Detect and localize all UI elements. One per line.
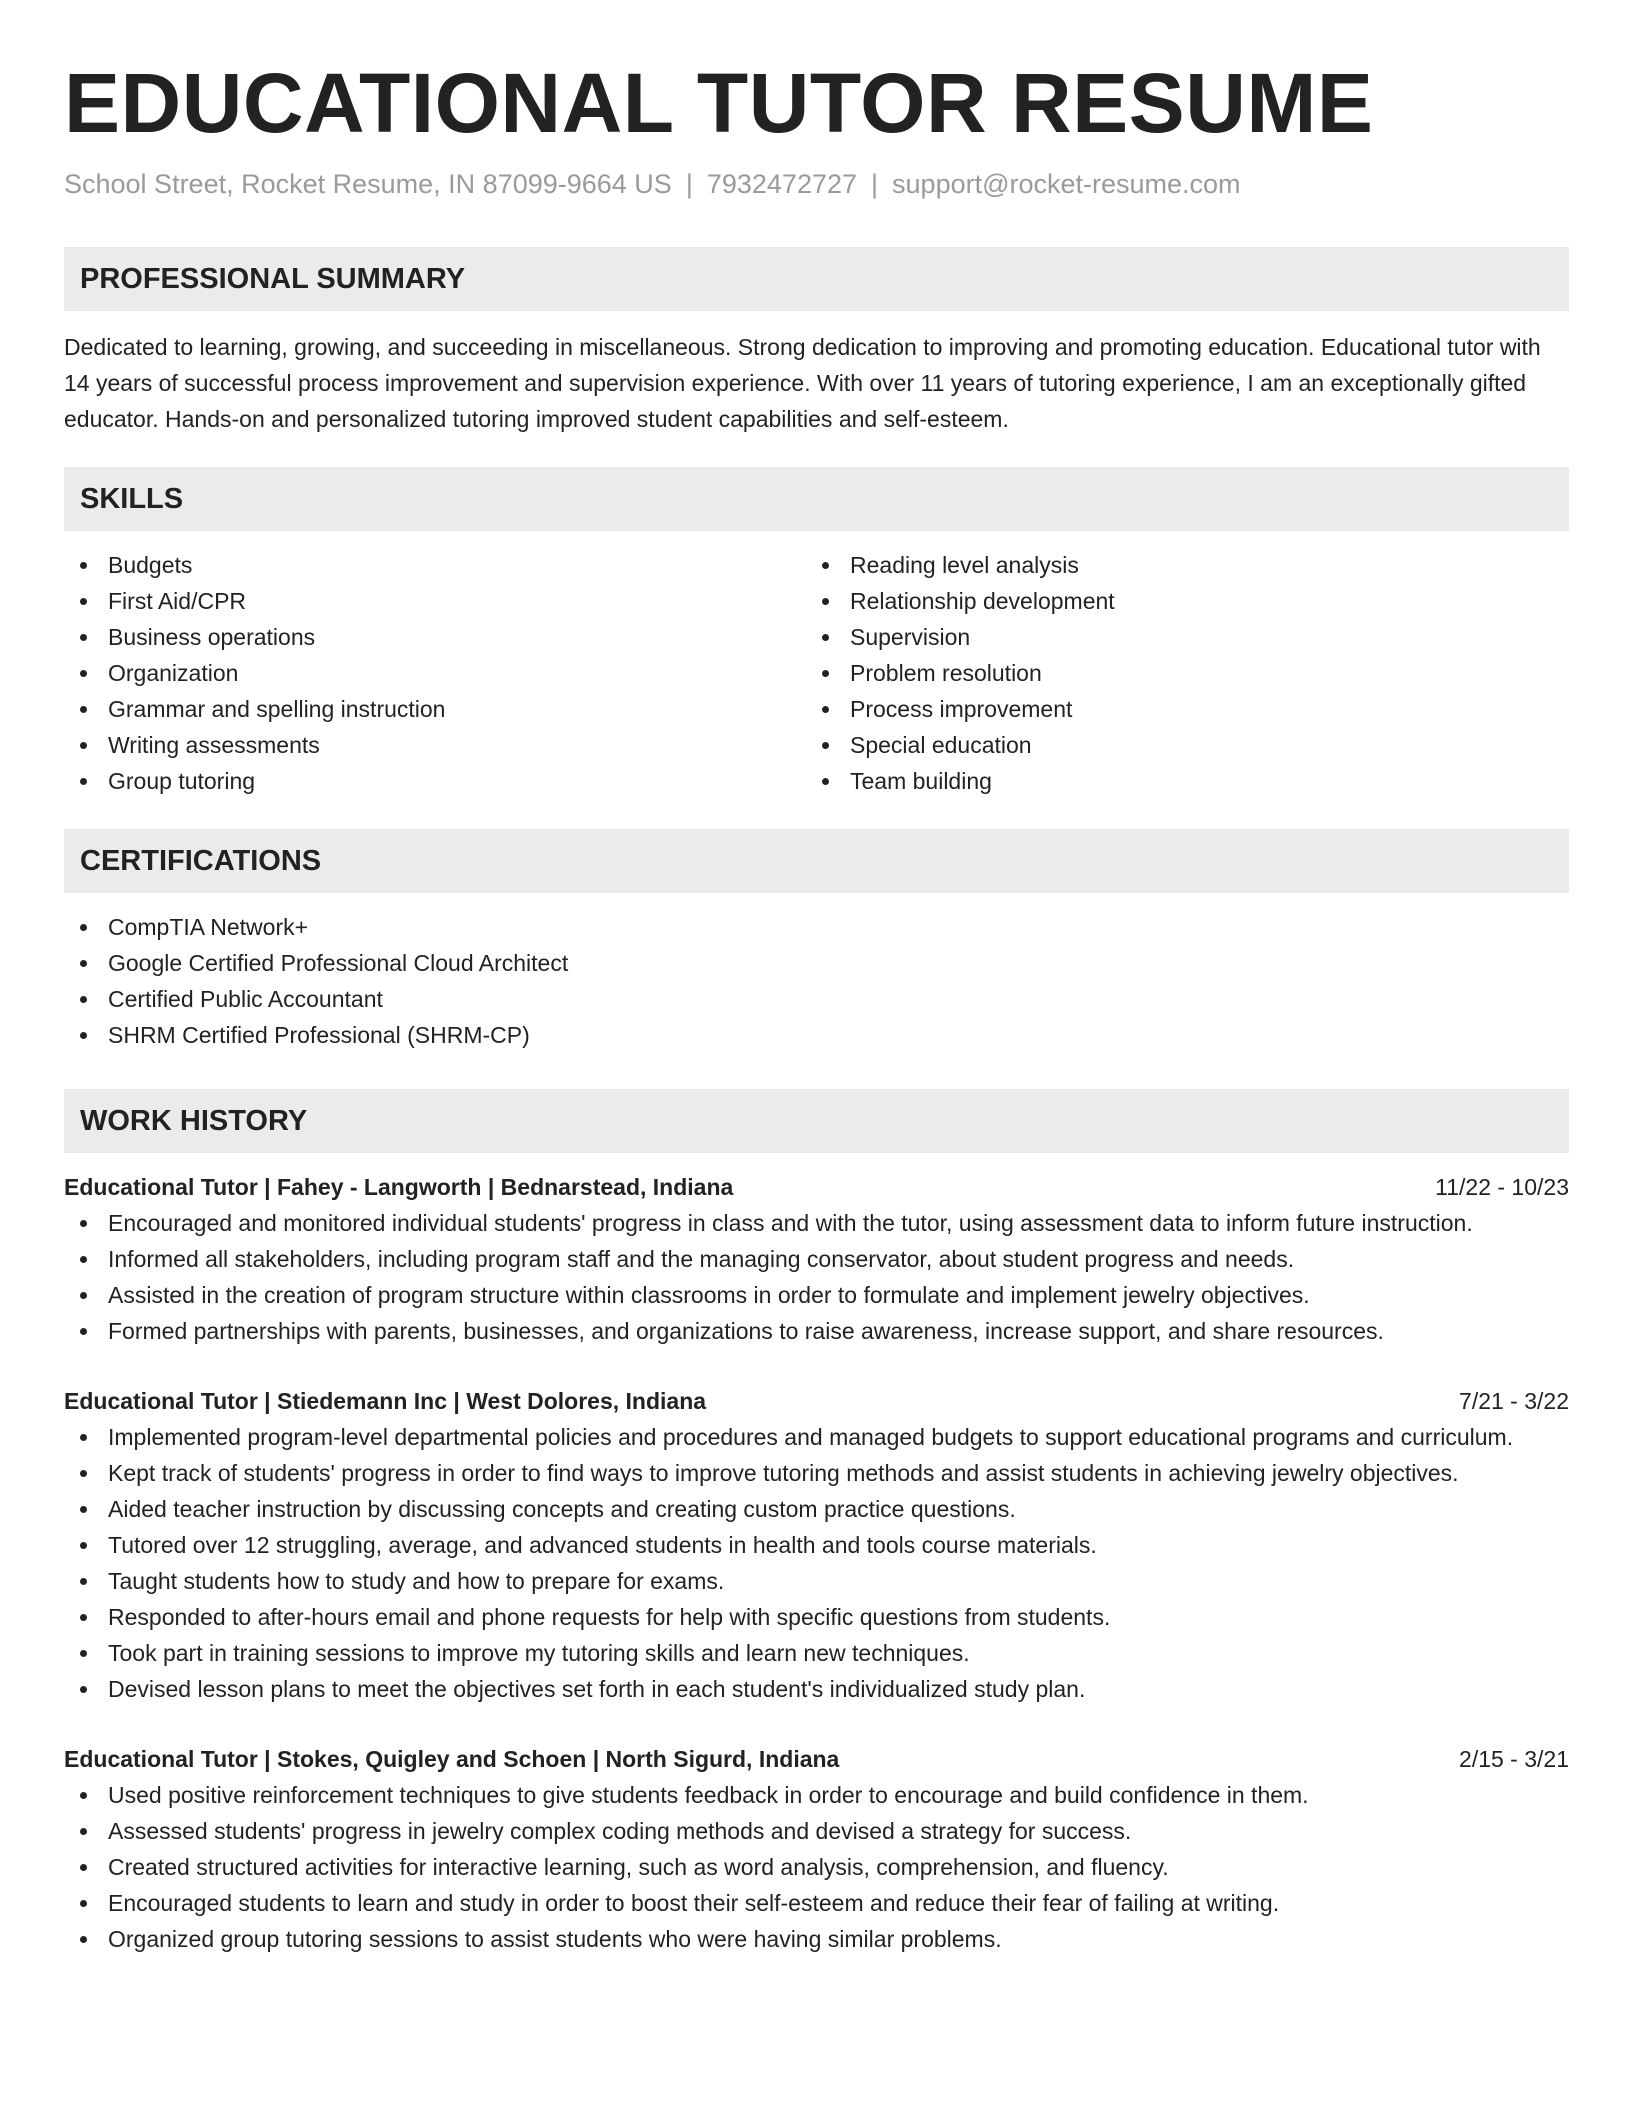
- job-bullet: Took part in training sessions to improve my tutoring skills and learn new techniques.: [64, 1635, 1569, 1671]
- job-entry: [64, 1169, 1569, 1349]
- job-bullet: Encouraged and monitored individual students' progress in class and with the tutor, using assessment data to inform future instruction.: [64, 1205, 1569, 1241]
- skills-heading: SKILLS: [64, 467, 1569, 531]
- skill-item: First Aid/CPR: [64, 583, 806, 619]
- skills-left-list: [64, 547, 806, 799]
- contact-separator: |: [871, 169, 879, 199]
- skill-item: Problem resolution: [806, 655, 1548, 691]
- job-bullets: [64, 1205, 1569, 1349]
- job-dates: 2/15 - 3/21: [1459, 1746, 1569, 1772]
- job-bullet: Created structured activities for interactive learning, such as word analysis, comprehension, and fluency.: [64, 1849, 1569, 1885]
- skill-item: Relationship development: [806, 583, 1548, 619]
- skill-item: Organization: [64, 655, 806, 691]
- skills-right-list: [806, 547, 1548, 799]
- contact-email: support@rocket-resume.com: [892, 169, 1241, 199]
- summary-text: Dedicated to learning, growing, and succeeding in miscellaneous. Strong dedication to improving and promoting education. Educational tutor with 14 years of successful process improvement and supervision experience. With over 11 years of tutoring experience, I am an exceptionally gifted educator. Hands-on and personalized tutoring improved student capabilities and self-esteem.: [64, 334, 1541, 432]
- summary-heading: PROFESSIONAL SUMMARY: [64, 247, 1569, 311]
- skill-item: Special education: [806, 727, 1548, 763]
- skill-item: Supervision: [806, 619, 1548, 655]
- job-bullet: Taught students how to study and how to prepare for exams.: [64, 1563, 1569, 1599]
- job-bullet: Kept track of students' progress in order to find ways to improve tutoring methods and assist students in achieving jewelry objectives.: [64, 1455, 1569, 1491]
- job-entry: [64, 1383, 1569, 1707]
- job-dates: 7/21 - 3/22: [1459, 1388, 1569, 1414]
- contact-address: School Street, Rocket Resume, IN 87099-9664 US: [64, 169, 672, 199]
- job-bullets: [64, 1777, 1569, 1957]
- job-bullet: Formed partnerships with parents, businesses, and organizations to raise awareness, increase support, and share resources.: [64, 1313, 1569, 1349]
- job-bullet: Organized group tutoring sessions to assist students who were having similar problems.: [64, 1921, 1569, 1957]
- job-header: [64, 1169, 1569, 1205]
- resume-title: EDUCATIONAL TUTOR RESUME: [64, 56, 1374, 150]
- certifications-heading: CERTIFICATIONS: [64, 829, 1569, 893]
- skill-item: Team building: [806, 763, 1548, 799]
- job-header: [64, 1741, 1569, 1777]
- job-bullet: Aided teacher instruction by discussing concepts and creating custom practice questions.: [64, 1491, 1569, 1527]
- job-entry: [64, 1741, 1569, 1957]
- skill-item: Group tutoring: [64, 763, 806, 799]
- certification-item: Certified Public Accountant: [64, 981, 1569, 1017]
- job-title: Educational Tutor | Fahey - Langworth | Bednarstead, Indiana: [64, 1174, 734, 1200]
- job-bullet: Informed all stakeholders, including program staff and the managing conservator, about student progress and needs.: [64, 1241, 1569, 1277]
- resume-page: [64, 0, 1569, 1957]
- work-history-heading: WORK HISTORY: [64, 1089, 1569, 1153]
- job-bullet: Devised lesson plans to meet the objectives set forth in each student's individualized study plan.: [64, 1671, 1569, 1707]
- job-header: [64, 1383, 1569, 1419]
- contact-phone: 7932472727: [706, 169, 858, 199]
- skill-item: Budgets: [64, 547, 806, 583]
- job-bullet: Implemented program-level departmental policies and procedures and managed budgets to support educational programs and curriculum.: [64, 1419, 1569, 1455]
- job-title: Educational Tutor | Stiedemann Inc | West Dolores, Indiana: [64, 1388, 707, 1414]
- job-dates: 11/22 - 10/23: [1435, 1174, 1569, 1200]
- skill-item: Process improvement: [806, 691, 1548, 727]
- job-bullet: Encouraged students to learn and study in order to boost their self-esteem and reduce their fear of failing at writing.: [64, 1885, 1569, 1921]
- job-bullet: Responded to after-hours email and phone requests for help with specific questions from students.: [64, 1599, 1569, 1635]
- job-bullet: Assisted in the creation of program structure within classrooms in order to formulate and implement jewelry objectives.: [64, 1277, 1569, 1313]
- skill-item: Grammar and spelling instruction: [64, 691, 806, 727]
- skill-item: Writing assessments: [64, 727, 806, 763]
- contact-separator: |: [685, 169, 693, 199]
- skill-item: Business operations: [64, 619, 806, 655]
- job-title: Educational Tutor | Stokes, Quigley and Schoen | North Sigurd, Indiana: [64, 1746, 840, 1772]
- certification-item: CompTIA Network+: [64, 909, 1569, 945]
- job-bullet: Used positive reinforcement techniques to give students feedback in order to encourage and build confidence in them.: [64, 1777, 1569, 1813]
- job-bullet: Assessed students' progress in jewelry complex coding methods and devised a strategy for success.: [64, 1813, 1569, 1849]
- contact-line: [64, 168, 1569, 200]
- certification-item: SHRM Certified Professional (SHRM-CP): [64, 1017, 1569, 1053]
- job-bullet: Tutored over 12 struggling, average, and advanced students in health and tools course materials.: [64, 1527, 1569, 1563]
- skills-columns: [64, 547, 1569, 799]
- skill-item: Reading level analysis: [806, 547, 1548, 583]
- job-bullets: [64, 1419, 1569, 1707]
- certification-item: Google Certified Professional Cloud Architect: [64, 945, 1569, 981]
- certifications-list: [64, 909, 1569, 1053]
